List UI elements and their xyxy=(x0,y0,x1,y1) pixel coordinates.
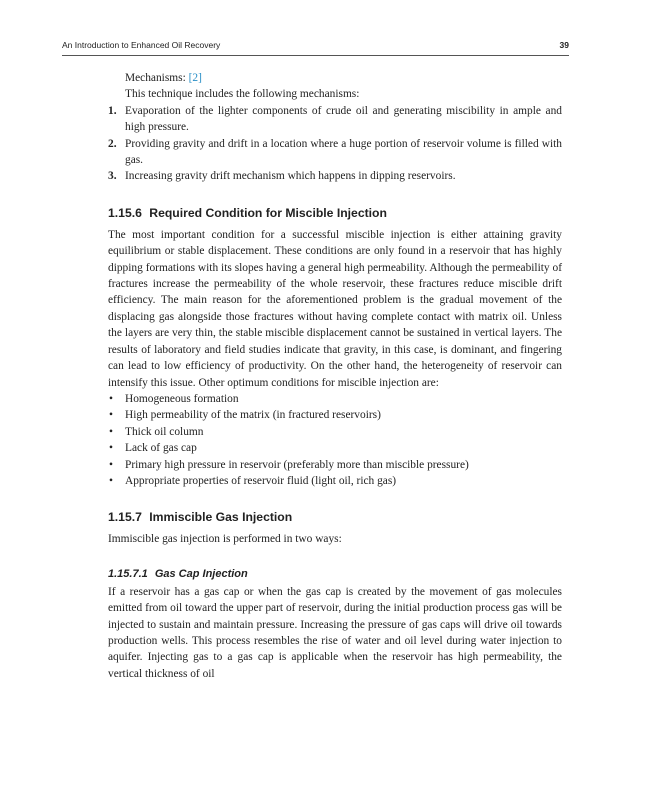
list-item-text: Evaporation of the lighter components of crude oil and generating miscibility in ample and high pressure. xyxy=(125,104,562,134)
list-item xyxy=(108,103,562,136)
list-item-number: 2. xyxy=(108,137,117,150)
mechanisms-label: Mechanisms: xyxy=(125,72,186,84)
list-item xyxy=(108,136,562,169)
page-number: 39 xyxy=(559,40,569,50)
section-number: 1.15.7.1 xyxy=(108,567,148,580)
citation-link[interactable]: [2] xyxy=(188,72,202,84)
list-item: • High permeability of the matrix (in fractured reservoirs) xyxy=(108,407,562,423)
list-item: • Lack of gas cap xyxy=(108,440,562,456)
section-paragraph: The most important condition for a successful miscible injection is either attaining gravity equilibrium or stable displacement. These conditions are only found in a reservoir that has highly dipping formations with its slopes having a general high permeability. Although the permeability of fractures increase the permeability of the whole reservoir, these fractures reduce miscible drift efficiency. The main reason for the aforementioned problem is the gradual movement of the displacing gas alongside those fractures without having complete contact with matrix oil. Unless the layers are very thin, the stable miscible displacement cannot be sustained in vertical layers. The results of laboratory and field studies indicate that gravity, in this case, is dominant, and fingering can lead to low efficiency of productivity. On the other hand, the heterogeneity of reservoir can intensify this issue. Other optimum conditions for miscible injection are: xyxy=(108,228,562,389)
section-title: Gas Cap Injection xyxy=(154,567,248,580)
section-title: Required Condition for Miscible Injection xyxy=(149,205,387,220)
running-header xyxy=(62,40,569,56)
list-item-number: 3. xyxy=(108,170,117,183)
running-header-title: An Introduction to Enhanced Oil Recovery xyxy=(62,40,221,50)
list-item-number: 1. xyxy=(108,104,117,117)
section-number: 1.15.7 xyxy=(108,510,142,525)
section-paragraph: If a reservoir has a gas cap or when the gas cap is created by the movement of gas molecules emitted from oil toward the upper part of reservoir, during the initial production process gas will be injected to sustain and maintain pressure. Increasing the pressure of gas caps will drive oil towards production wells. This process resembles the rise of water and oil level during water injection to aquifer. Injecting gas to a gas cap is applicable when the reservoir has high permeability, the vertical thickness of oil xyxy=(108,585,562,680)
list-item: • Homogeneous formation xyxy=(108,391,562,407)
subsection-heading-1-15-7-1 xyxy=(108,566,562,582)
list-item xyxy=(108,168,562,184)
section-paragraph: Immiscible gas injection is performed in two ways: xyxy=(108,533,342,546)
page-body xyxy=(108,70,562,682)
conditions-list xyxy=(108,391,562,489)
list-item-text: Providing gravity and drift in a location where a huge portion of reservoir volume is filled with gas. xyxy=(125,137,562,167)
mechanisms-lead: This technique includes the following mechanisms: xyxy=(125,88,360,101)
list-item-text: Increasing gravity drift mechanism which happens in dipping reservoirs. xyxy=(125,170,456,183)
section-number: 1.15.6 xyxy=(108,205,142,220)
section-heading-1-15-7 xyxy=(108,509,562,525)
section-heading-1-15-6 xyxy=(108,205,562,221)
mechanisms-line xyxy=(125,70,562,86)
list-item: • Primary high pressure in reservoir (preferably more than miscible pressure) xyxy=(108,457,562,473)
list-item: • Thick oil column xyxy=(108,424,562,440)
mechanisms-list xyxy=(108,103,562,185)
list-item: • Appropriate properties of reservoir fluid (light oil, rich gas) xyxy=(108,473,562,489)
section-title: Immiscible Gas Injection xyxy=(149,510,293,525)
